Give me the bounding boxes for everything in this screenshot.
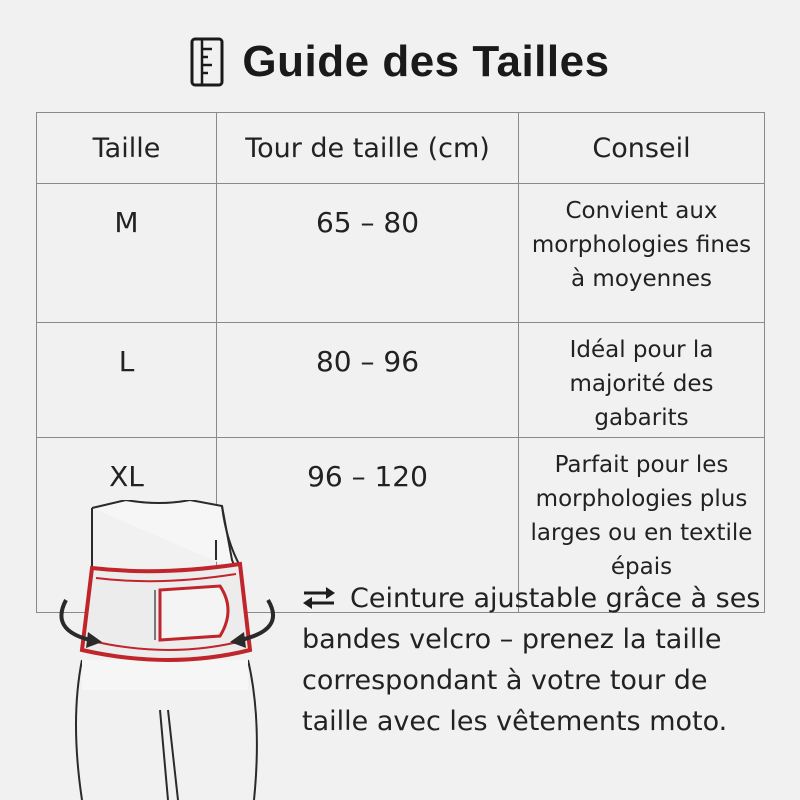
advice-line: à moyennes — [571, 266, 712, 292]
advice-line: Convient aux — [565, 198, 718, 224]
size-cell: XL — [37, 438, 217, 613]
advice-line: morphologies plus — [535, 486, 748, 512]
waist-range-cell: 96 – 120 — [217, 438, 519, 613]
note-text: Ceinture ajustable grâce à ses bandes velcro – prenez la taille correspondant à votre tour de taille avec les vêtements moto. — [302, 583, 761, 737]
advice-line: majorité des gabarits — [569, 371, 714, 431]
size-cell: M — [37, 184, 217, 323]
size-cell: L — [37, 323, 217, 438]
header — [0, 30, 800, 94]
waist-range-cell: 65 – 80 — [217, 184, 519, 323]
table-row — [37, 323, 765, 438]
advice-cell — [519, 184, 765, 323]
advice-line: Parfait pour les — [554, 452, 729, 478]
advice-line: larges ou en textile — [530, 520, 753, 546]
ruler-icon — [190, 37, 224, 87]
waist-belt-illustration — [40, 500, 300, 800]
waist-range-cell: 80 – 96 — [217, 323, 519, 438]
advice-line: morphologies fines — [531, 232, 752, 258]
header-advice: Conseil — [519, 113, 765, 184]
table-header-row — [37, 113, 765, 184]
adjustable-note — [302, 578, 772, 742]
header-waist: Tour de taille (cm) — [217, 113, 519, 184]
page-title: Guide des Tailles — [242, 37, 610, 86]
swap-arrows-icon — [302, 587, 336, 609]
table-row — [37, 184, 765, 323]
advice-line: épais — [610, 554, 673, 580]
advice-line: Idéal pour la — [569, 337, 714, 363]
header-size: Taille — [37, 113, 217, 184]
advice-cell — [519, 323, 765, 438]
